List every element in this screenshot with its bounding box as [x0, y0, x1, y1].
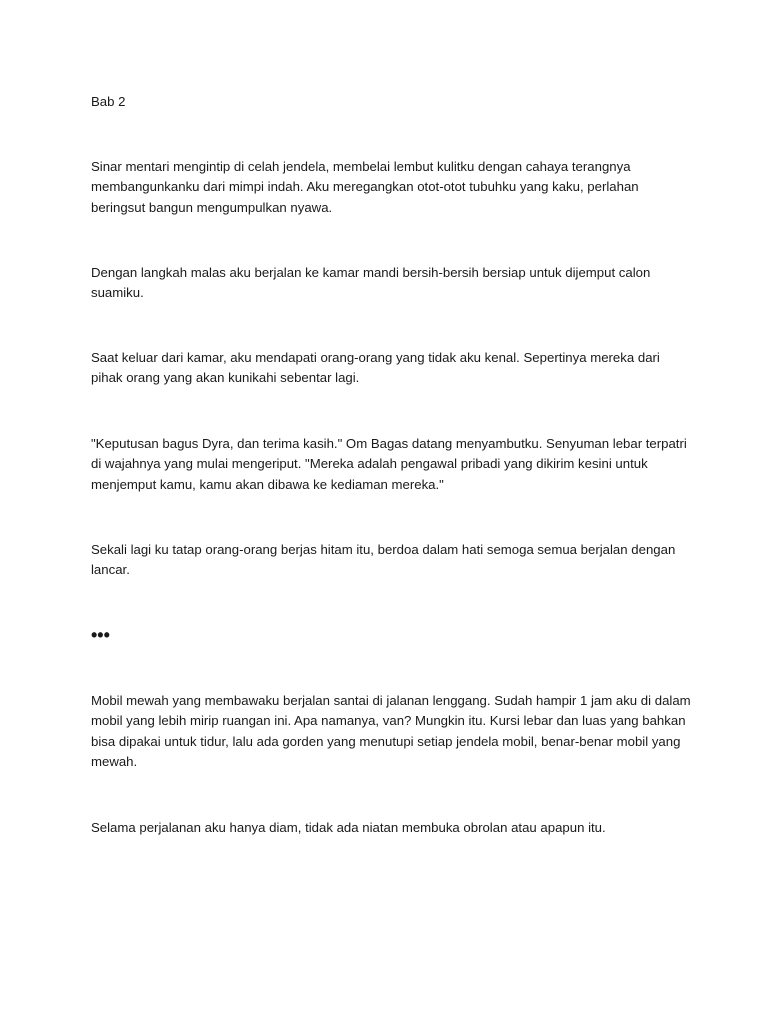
chapter-title: Bab 2: [91, 94, 126, 109]
paragraph: Mobil mewah yang membawaku berjalan santai di jalanan lenggang. Sudah hampir 1 jam aku di dalam mobil yang lebih mirip ruangan ini. Apa namanya, van? Mungkin itu. Kursi lebar dan luas yang bahkan bisa dipakai untuk tidur, lalu ada gorden yang menutupi setiap jendela mobil, benar-benar mobil yang mewah.: [91, 693, 691, 769]
paragraph: Selama perjalanan aku hanya diam, tidak ada niatan membuka obrolan atau apapun itu.: [91, 820, 606, 835]
scene-separator: •••: [91, 625, 110, 645]
paragraph: Dengan langkah malas aku berjalan ke kamar mandi bersih-bersih bersiap untuk dijemput calon suamiku.: [91, 265, 651, 301]
paragraph: Saat keluar dari kamar, aku mendapati orang-orang yang tidak aku kenal. Sepertinya mereka dari pihak orang yang akan kunikahi sebentar lagi.: [91, 350, 660, 386]
paragraph: "Keputusan bagus Dyra, dan terima kasih." Om Bagas datang menyambutku. Senyuman lebar terpatri di wajahnya yang mulai mengeriput. "Mereka adalah pengawal pribadi yang dikirim kesini untuk menjemput kamu, kamu akan dibawa ke kediaman mereka.": [91, 436, 687, 492]
paragraph: Sinar mentari mengintip di celah jendela, membelai lembut kulitku dengan cahaya terangnya membangunkanku dari mimpi indah. Aku meregangkan otot-otot tubuhku yang kaku, perlahan beringsut bangun mengumpulkan nyawa.: [91, 159, 639, 215]
paragraph: Sekali lagi ku tatap orang-orang berjas hitam itu, berdoa dalam hati semoga semua berjalan dengan lancar.: [91, 542, 676, 578]
